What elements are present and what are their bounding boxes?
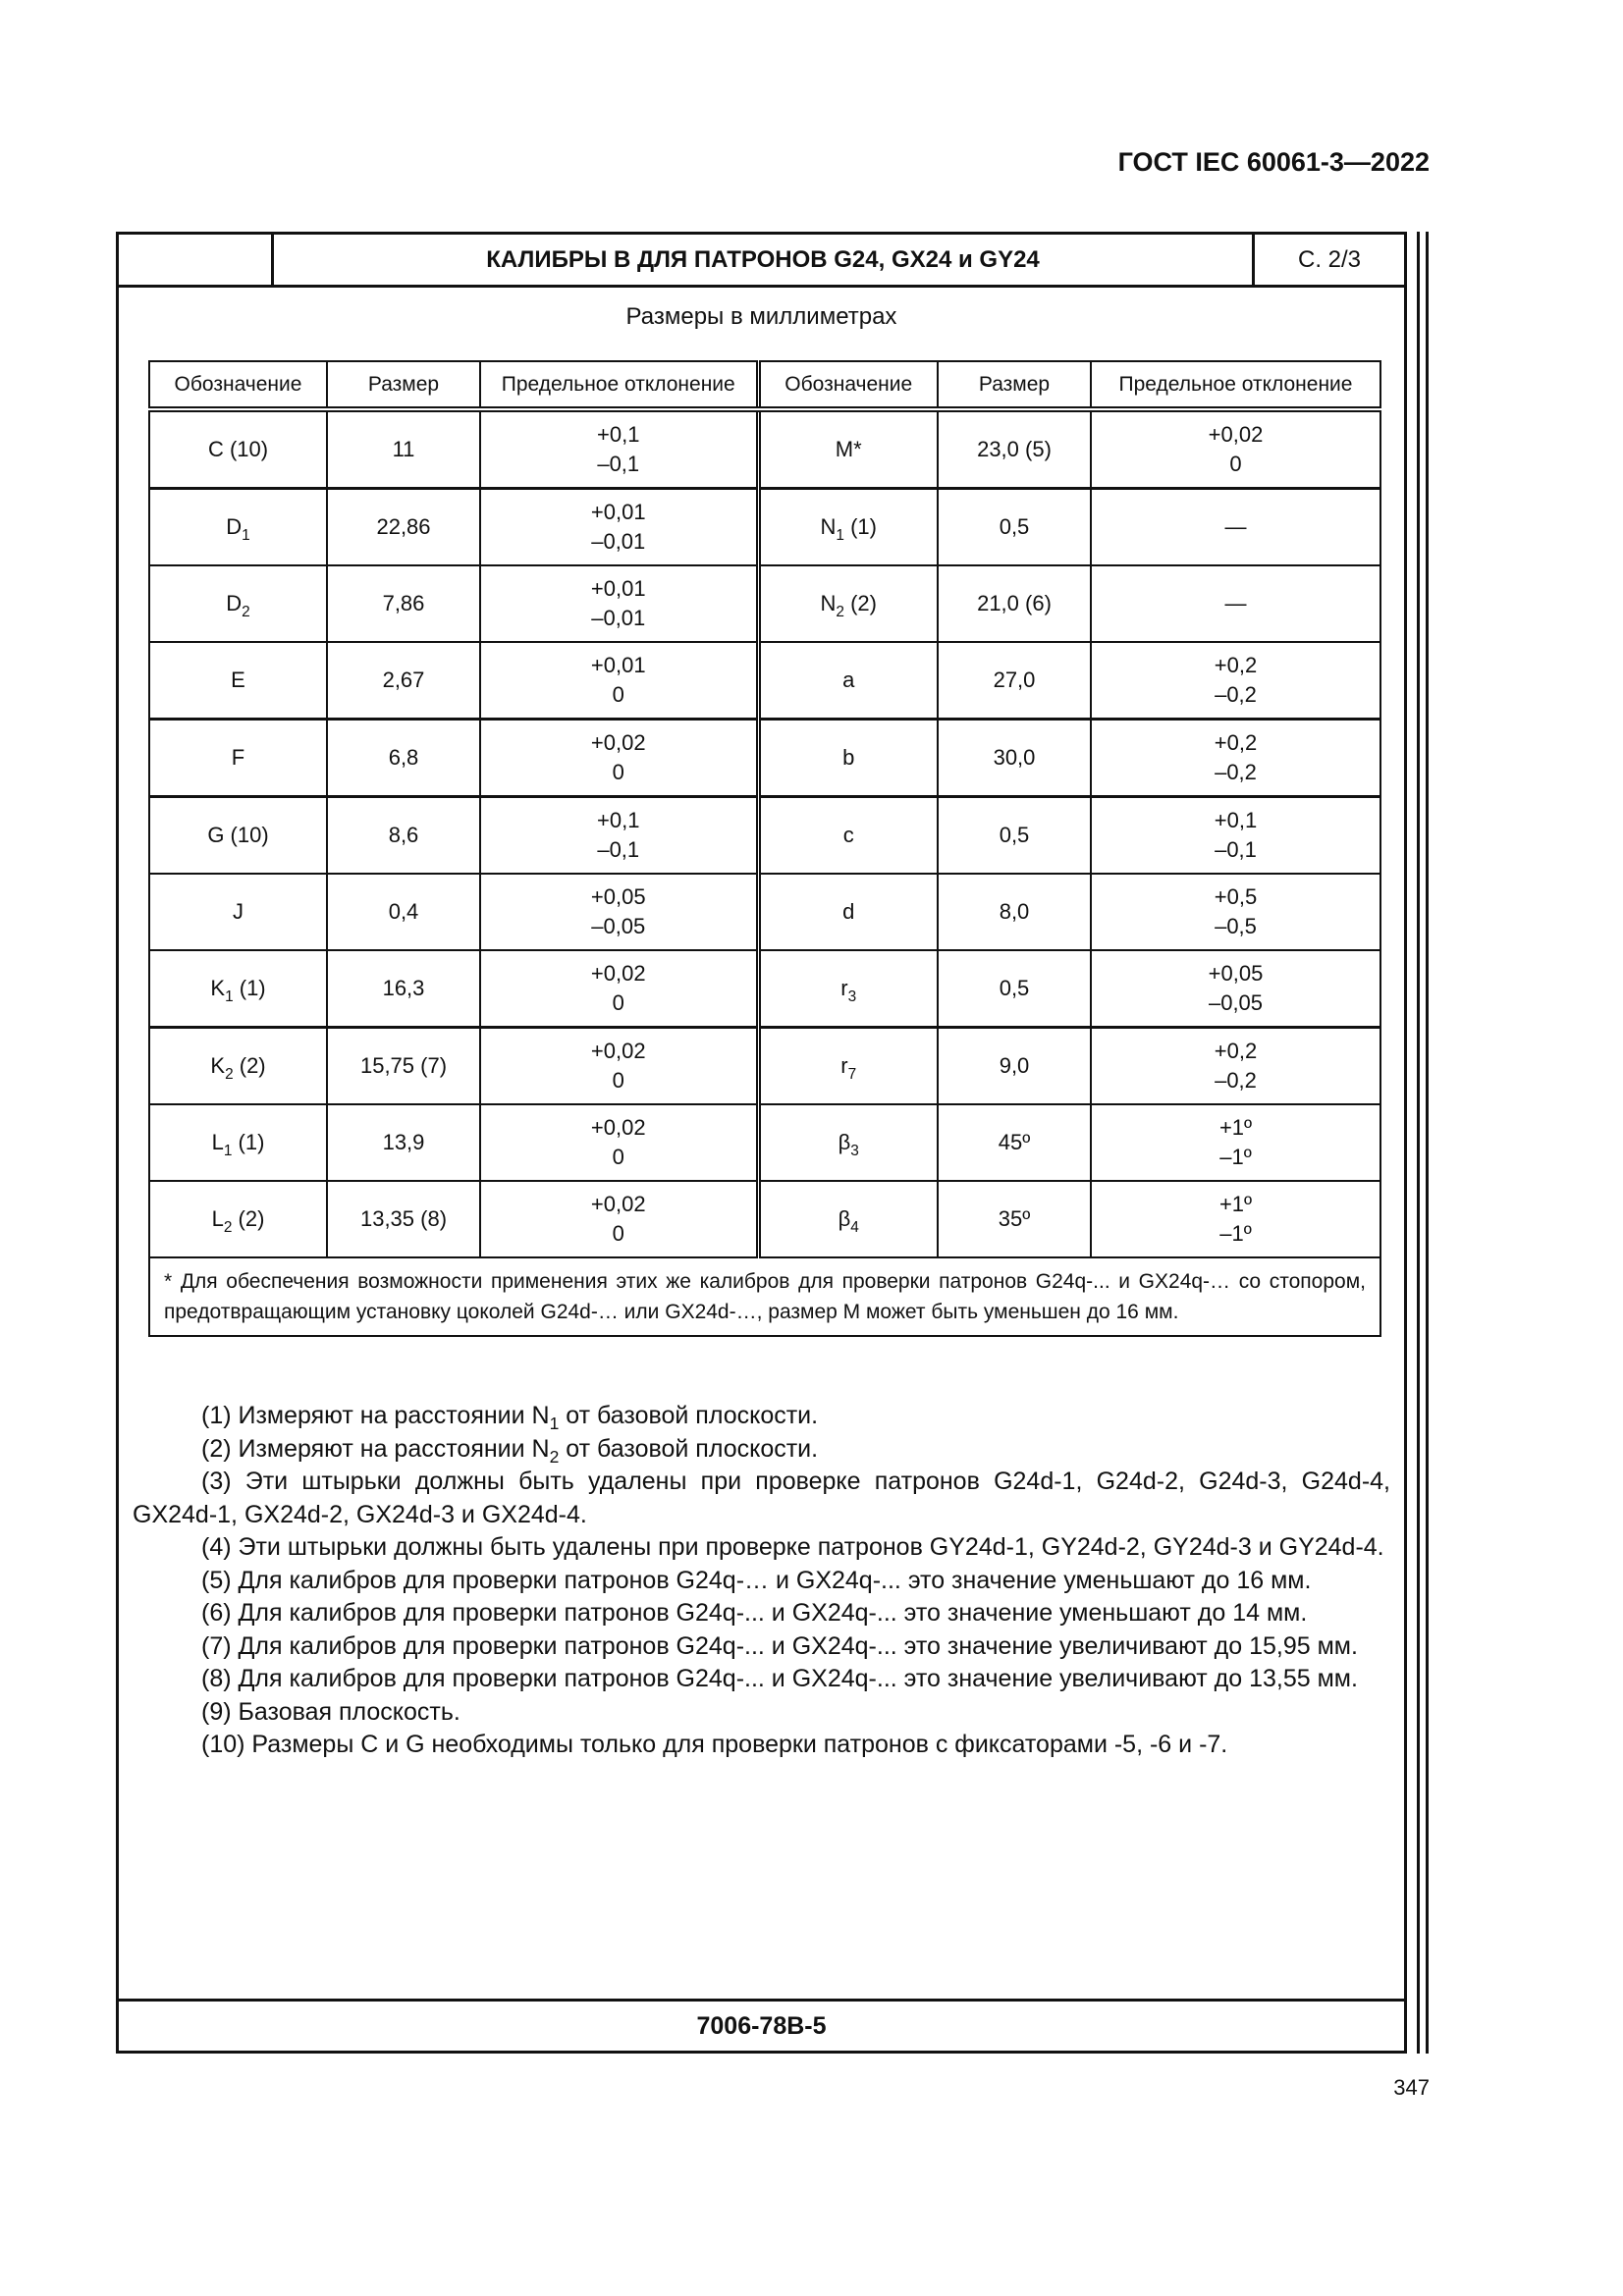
col-header-size-2: Размер [938, 361, 1091, 409]
size-cell: 22,86 [327, 489, 480, 566]
table-body [149, 409, 1380, 1257]
tolerance-cell: — [1091, 565, 1380, 642]
margin-rule-1 [1417, 232, 1420, 2054]
sheet-page-indicator: С. 2/3 [1252, 235, 1404, 285]
dimensions-table [148, 360, 1381, 1337]
col-header-tolerance-2: Предельное отклонение [1091, 361, 1380, 409]
table-row [149, 642, 1380, 720]
designation-cell: $L_1$ (1) [149, 1104, 327, 1181]
size-cell: 27,0 [938, 642, 1091, 720]
note-4: (4) Эти штырьки должны быть удалены при проверке патронов GY24d-1, GY24d-2, GY24d-3 и GY24d-4. [201, 1533, 1384, 1561]
document-standard-id: ГОСТ IEC 60061-3—2022 [1117, 147, 1430, 177]
note-3: (3) Эти штырьки должны быть удалены при проверке патронов G24d-1, G24d-2, G24d-3, G24d-4, GX24d-1, GX24d-2, GX24d-3 и GX24d-4. [133, 1468, 1390, 1528]
designation-cell: $r_7$ [758, 1028, 938, 1105]
designation-cell: E [149, 642, 327, 720]
designation-cell: G (10) [149, 797, 327, 875]
tolerance-cell: +0,01 –0,01 [480, 565, 758, 642]
size-cell: 0,5 [938, 797, 1091, 875]
note-1: (1) Измеряют на расстоянии $N_1$ от базовой плоскости. [201, 1402, 819, 1433]
designation-cell: $N_1$ (1) [758, 489, 938, 566]
note-9: (9) Базовая плоскость. [201, 1697, 460, 1726]
table-row [149, 1028, 1380, 1105]
size-cell: 15,75 (7) [327, 1028, 480, 1105]
designation-cell: b [758, 720, 938, 797]
note-7: (7) Для калибров для проверки патронов G24q-... и GX24q-... это значение увеличивают до 15,95 мм. [201, 1631, 1358, 1660]
tolerance-cell: +0,02 0 [1091, 409, 1380, 489]
title-block-empty-cell [119, 235, 274, 285]
tolerance-cell: +0,01 –0,01 [480, 489, 758, 566]
designation-cell: M* [758, 409, 938, 489]
table-footnote-row [149, 1257, 1380, 1336]
note-8: (8) Для калибров для проверки патронов G24q-... и GX24q-... это значение увеличивают до 13,55 мм. [201, 1665, 1358, 1692]
table-footnote: * Для обеспечения возможности применения этих же калибров для проверки патронов G24q-... и GX24q-… со стопором, предотвращающим установку цоколей G24d-… или GX24d-…, размер M может быть уменьшен до 16 мм. [149, 1257, 1380, 1336]
designation-cell: F [149, 720, 327, 797]
designation-cell: C (10) [149, 409, 327, 489]
table-row [149, 489, 1380, 566]
margin-rule-2 [1426, 232, 1429, 2054]
table-row [149, 720, 1380, 797]
table-row [149, 950, 1380, 1028]
tolerance-cell: +0,02 0 [480, 720, 758, 797]
tolerance-cell: +0,1 –0,1 [1091, 797, 1380, 875]
tolerance-cell: +0,01 0 [480, 642, 758, 720]
designation-cell: J [149, 874, 327, 950]
tolerance-cell: +0,1 –0,1 [480, 409, 758, 489]
tolerance-cell: +0,1 –0,1 [480, 797, 758, 875]
tolerance-cell: +0,02 0 [480, 1104, 758, 1181]
size-cell: 0,4 [327, 874, 480, 950]
size-cell: 0,5 [938, 489, 1091, 566]
size-cell: 23,0 (5) [938, 409, 1091, 489]
designation-cell: d [758, 874, 938, 950]
note-2: (2) Измеряют на расстоянии $N_2$ от базовой плоскости. [201, 1434, 819, 1467]
table-header-row [149, 361, 1380, 409]
designation-cell: $r_3$ [758, 950, 938, 1028]
designation-cell: $L_2$ (2) [149, 1181, 327, 1257]
size-cell: 7,86 [327, 565, 480, 642]
page-number: 347 [1393, 2075, 1430, 2100]
tolerance-cell: +0,2 –0,2 [1091, 1028, 1380, 1105]
size-cell: 11 [327, 409, 480, 489]
size-cell: 2,67 [327, 642, 480, 720]
drawing-sheet-frame [116, 232, 1407, 2054]
designation-cell: $\beta_3$ [758, 1104, 938, 1181]
size-cell: 8,0 [938, 874, 1091, 950]
table-row [149, 874, 1380, 950]
note-6: (6) Для калибров для проверки патронов G24q-... и GX24q-... это значение уменьшают до 14 мм. [201, 1599, 1308, 1627]
tolerance-cell: +0,05 –0,05 [480, 874, 758, 950]
designation-cell: $D_1$ [149, 489, 327, 566]
tolerance-cell: +0,5 –0,5 [1091, 874, 1380, 950]
table-row [149, 797, 1380, 875]
sheet-title: КАЛИБРЫ В ДЛЯ ПАТРОНОВ G24, GX24 и GY24 [486, 246, 1040, 273]
sheet-code: 7006-78B-5 [119, 1999, 1404, 2051]
size-cell: 35º [938, 1181, 1091, 1257]
tolerance-cell: +0,05 –0,05 [1091, 950, 1380, 1028]
table-row [149, 1104, 1380, 1181]
col-header-designation-2: Обозначение [758, 361, 938, 409]
tolerance-cell: +0,2 –0,2 [1091, 642, 1380, 720]
designation-cell: $\beta_4$ [758, 1181, 938, 1257]
designation-cell: $D_2$ [149, 565, 327, 642]
size-cell: 30,0 [938, 720, 1091, 797]
tolerance-cell: +1º –1º [1091, 1104, 1380, 1181]
col-header-designation: Обозначение [149, 361, 327, 409]
table-row [149, 409, 1380, 489]
tolerance-cell: +1º –1º [1091, 1181, 1380, 1257]
col-header-tolerance: Предельное отклонение [480, 361, 758, 409]
tolerance-cell: +0,02 0 [480, 950, 758, 1028]
table-row [149, 1181, 1380, 1257]
tolerance-cell: — [1091, 489, 1380, 566]
col-header-size: Размер [327, 361, 480, 409]
table-row [149, 565, 1380, 642]
designation-cell: c [758, 797, 938, 875]
designation-cell: $K_2$ (2) [149, 1028, 327, 1105]
tolerance-cell: +0,02 0 [480, 1028, 758, 1105]
tolerance-cell: +0,2 –0,2 [1091, 720, 1380, 797]
designation-cell: a [758, 642, 938, 720]
note-5: (5) Для калибров для проверки патронов G24q-… и GX24q-... это значение уменьшают до 16 мм. [201, 1566, 1312, 1594]
designation-cell: $N_2$ (2) [758, 565, 938, 642]
units-caption: Размеры в миллиметрах [625, 303, 897, 330]
size-cell: 21,0 (6) [938, 565, 1091, 642]
size-cell: 9,0 [938, 1028, 1091, 1105]
tolerance-cell: +0,02 0 [480, 1181, 758, 1257]
note-10: (10) Размеры C и G необходимы только для проверки патронов с фиксаторами -5, -6 и -7. [201, 1731, 1228, 1758]
size-cell: 45º [938, 1104, 1091, 1181]
title-block [119, 235, 1404, 288]
designation-cell: $K_1$ (1) [149, 950, 327, 1028]
size-cell: 0,5 [938, 950, 1091, 1028]
size-cell: 13,9 [327, 1104, 480, 1181]
notes-block [133, 1400, 1390, 1762]
size-cell: 6,8 [327, 720, 480, 797]
size-cell: 13,35 (8) [327, 1181, 480, 1257]
size-cell: 16,3 [327, 950, 480, 1028]
size-cell: 8,6 [327, 797, 480, 875]
